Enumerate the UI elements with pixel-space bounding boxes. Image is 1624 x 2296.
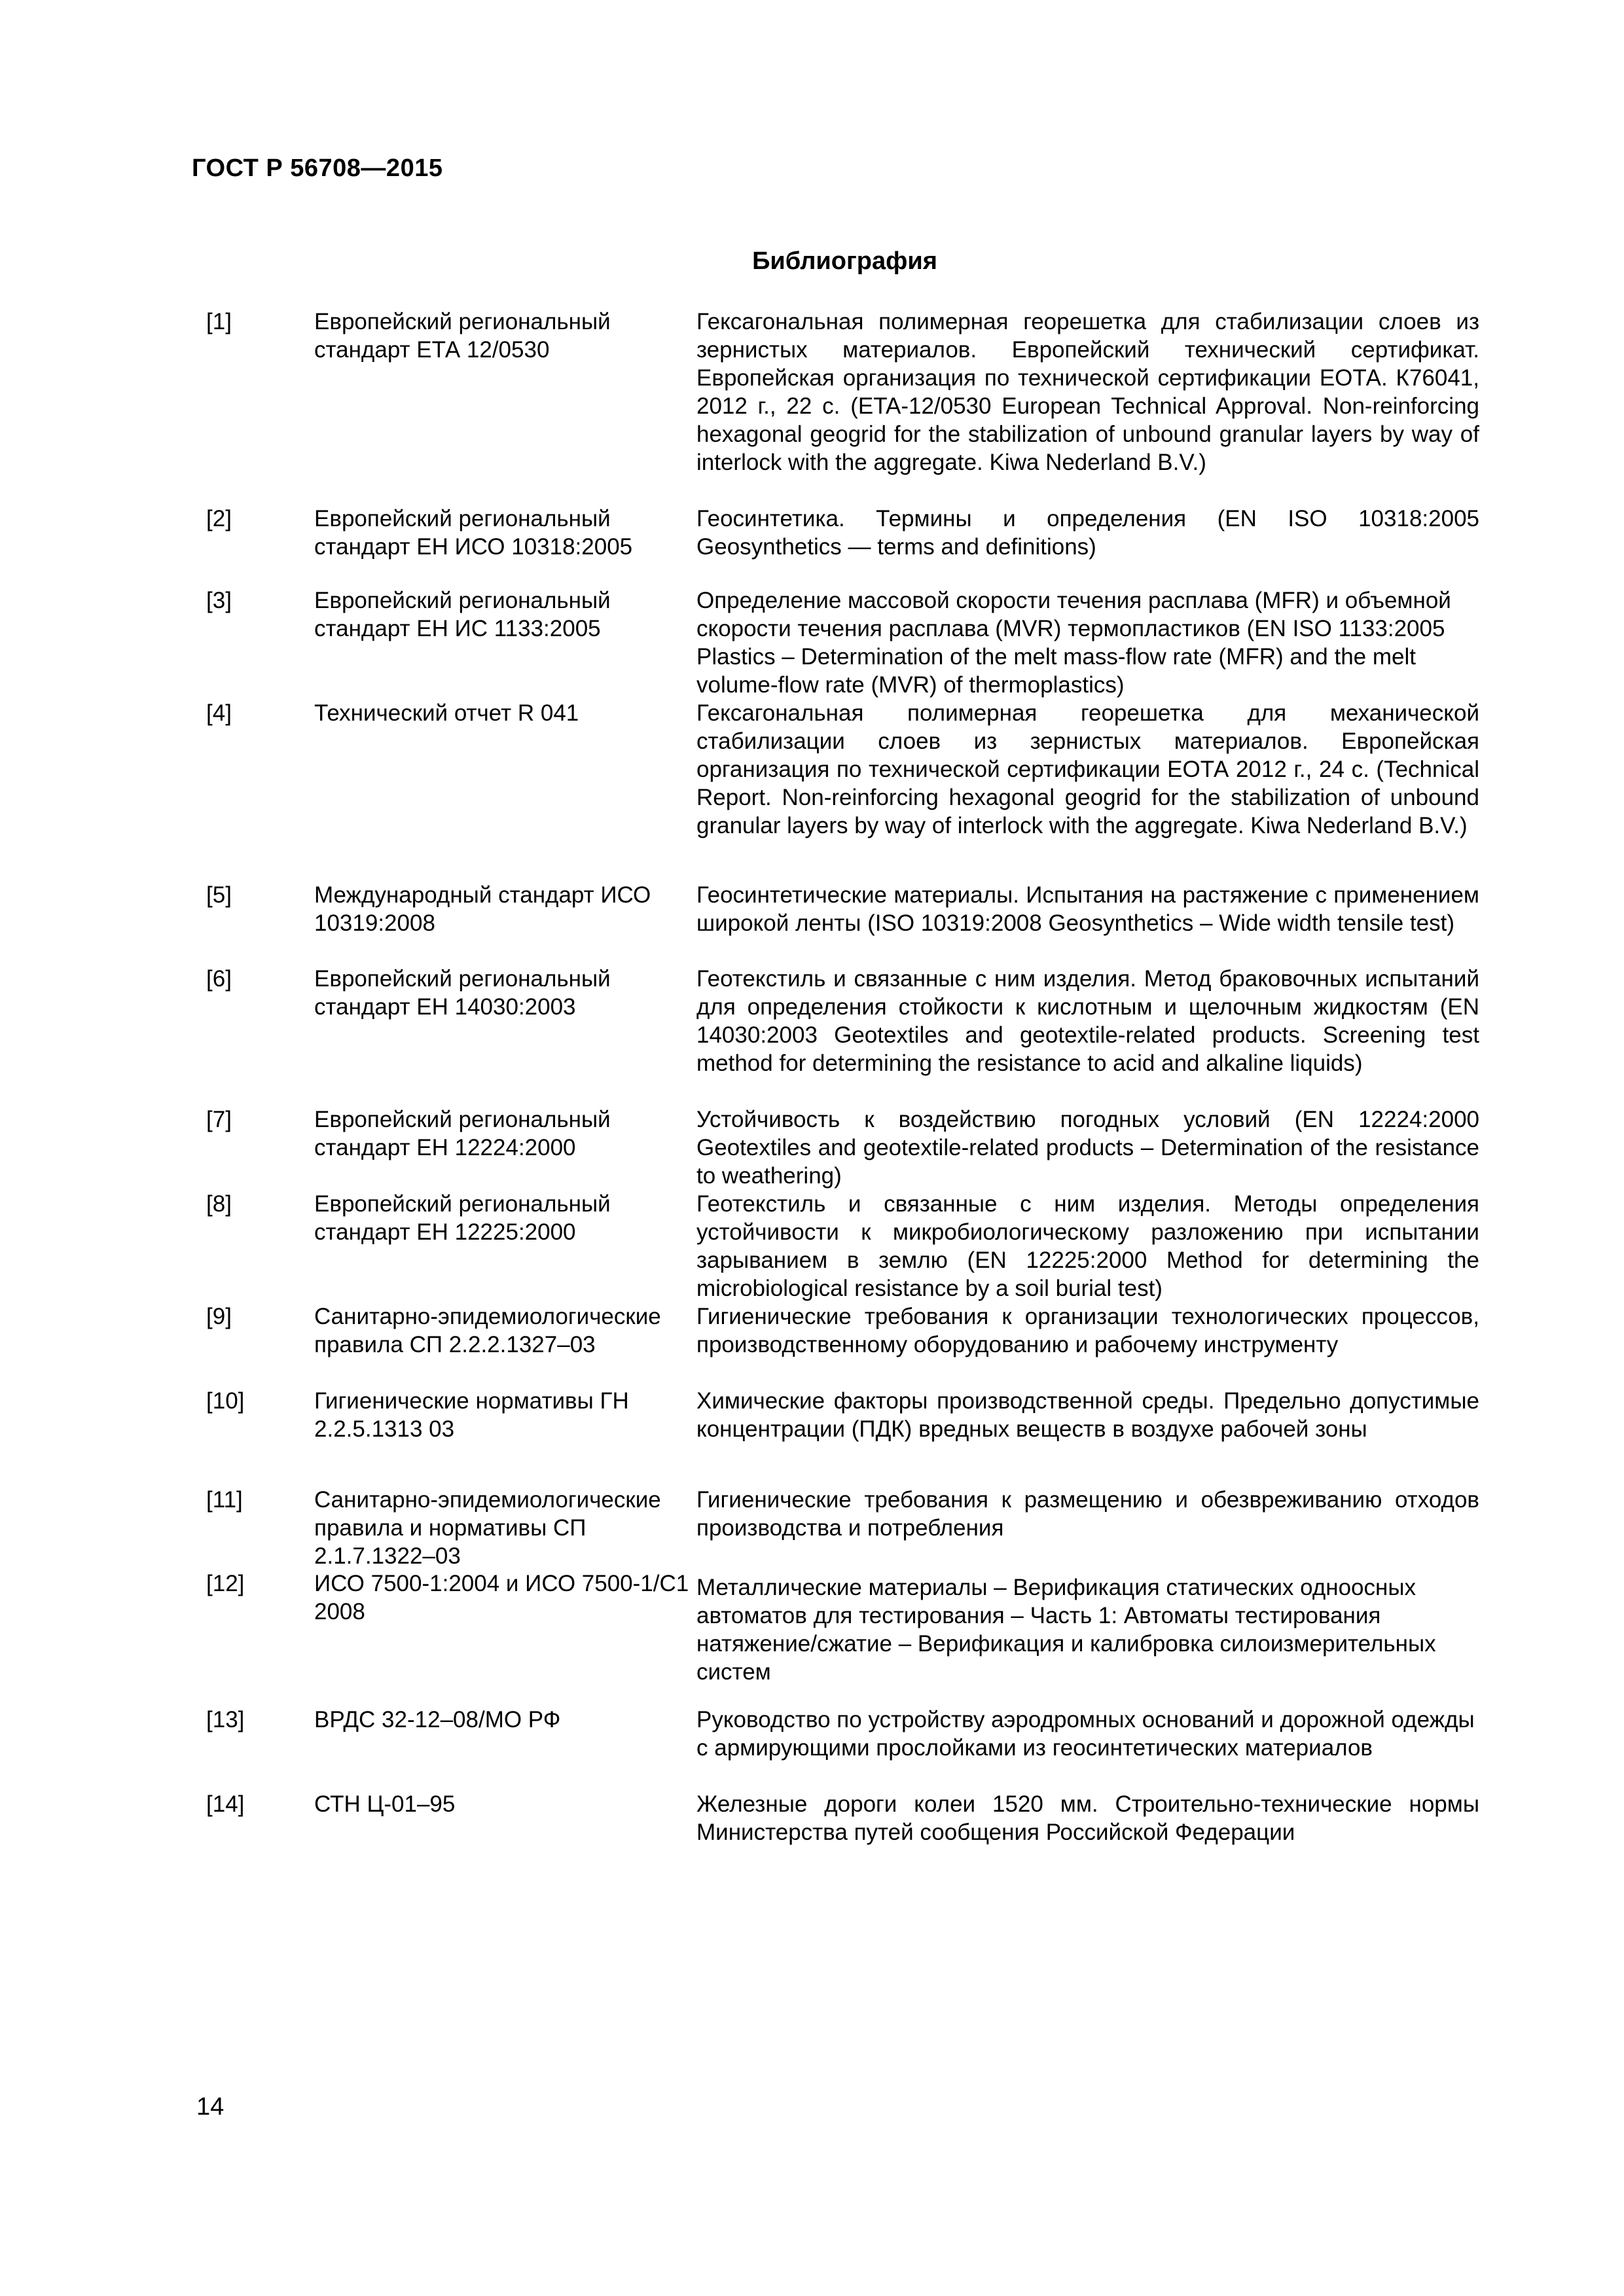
- entry-description: Химические факторы производственной среды. Предельно допустимые концентрации (ПДК) вредных веществ в воздухе рабочей зоны: [696, 1388, 1479, 1442]
- entry-source: Европейский региональный стандарт ЕН 12224:2000: [314, 1107, 611, 1160]
- entry-description: Определение массовой скорости течения расплава (MFR) и объемной скорости течения расплава (MVR) термопластиков (EN ISO 1133:2005 Plastics – Determination of the melt mass-flow rate (MFR) and the melt volume-flow rate (MVR) of thermoplastics): [696, 588, 1451, 698]
- entry-description: Гексагональная полимерная георешетка для механической стабилизации слоев из зернистых материалов. Европейская организация по технической сертификации ЕОТА 2012 г., 24 с. (Technical Report. Non-reinforcing hexagonal geogrid for the stabilization of unbound granular layers by way of interlock with the aggregate. Kiwa Nederland B.V.): [696, 700, 1479, 838]
- entry-source: СТН Ц-01–95: [314, 1791, 456, 1817]
- entry-number: [14]: [206, 1791, 245, 1817]
- entry-description: Гигиенические требования к размещению и обезвреживанию отходов производства и потребления: [696, 1487, 1479, 1541]
- entry-description: Железные дороги колеи 1520 мм. Строительно-технические нормы Министерства путей сообщения Российской Федерации: [696, 1791, 1479, 1845]
- entry-number: [13]: [206, 1707, 245, 1732]
- entry-source: Европейский региональный стандарт ЕН ИС 1133:2005: [314, 588, 611, 641]
- entry-number: [5]: [206, 882, 232, 908]
- entry-number: [3]: [206, 588, 232, 613]
- entry-source: Санитарно-эпидемиологические правила и нормативы СП 2.1.7.1322–03: [314, 1487, 661, 1569]
- entry-number: [9]: [206, 1304, 232, 1329]
- entry-description: Геосинтетика. Термины и определения (EN ISO 10318:2005 Geosynthetics — terms and definitions): [696, 506, 1479, 560]
- entry-source: Гигиенические нормативы ГН 2.2.5.1313 03: [314, 1388, 629, 1442]
- entry-number: [4]: [206, 700, 232, 726]
- entry-number: [2]: [206, 506, 232, 531]
- entry-source: Европейский региональный стандарт ЕН 12225:2000: [314, 1191, 611, 1245]
- entry-description: Геосинтетические материалы. Испытания на растяжение с применением широкой ленты (ISO 10319:2008 Geosynthetics – Wide width tensile test): [696, 882, 1479, 936]
- entry-source: Санитарно-эпидемиологические правила СП 2.2.2.1327–03: [314, 1304, 661, 1357]
- entry-number: [11]: [206, 1487, 243, 1513]
- entry-number: [10]: [206, 1388, 245, 1414]
- document-code: ГОСТ Р 56708—2015: [192, 154, 443, 182]
- section-title: Библиография: [752, 247, 937, 275]
- entry-number: [8]: [206, 1191, 232, 1217]
- entry-source: ИСО 7500-1:2004 и ИСО 7500-1/С1 2008: [314, 1571, 689, 1624]
- entry-source: Международный стандарт ИСО 10319:2008: [314, 882, 651, 936]
- entry-description: Гексагональная полимерная георешетка для стабилизации слоев из зернистых материалов. Европейский технический сертификат. Европейская организация по технической сертификации ЕОТА. К76041, 2012 г., 22 с. (ETA-12/0530 European Technical Approval. Non-reinforcing hexagonal geogrid for the stabilization of unbound granular layers by way of interlock with the aggregate. Kiwa Nederland B.V.): [696, 309, 1479, 475]
- entry-number: [12]: [206, 1571, 245, 1596]
- entry-source: Европейский региональный стандарт ЕН ИСО 10318:2005: [314, 506, 633, 560]
- entry-source: ВРДС 32-12–08/МО РФ: [314, 1707, 561, 1732]
- page-number: 14: [196, 2093, 225, 2121]
- entry-description: Руководство по устройству аэродромных оснований и дорожной одежды с армирующими прослойками из геосинтетических материалов: [696, 1707, 1475, 1761]
- entry-source: Европейский региональный стандарт ЕН 14030:2003: [314, 966, 611, 1020]
- entry-source: Европейский региональный стандарт ЕТА 12/0530: [314, 309, 611, 363]
- entry-number: [6]: [206, 966, 232, 992]
- entry-number: [1]: [206, 309, 232, 334]
- entry-description: Металлические материалы – Верификация статических одноосных автоматов для тестирования – Часть 1: Автоматы тестирования натяжение/сжатие – Верификация и калибровка силоизмерительных систем: [696, 1575, 1436, 1685]
- entry-description: Геотекстиль и связанные с ним изделия. Метод браковочных испытаний для определения стойкости к кислотным и щелочным жидкостям (EN 14030:2003 Geotextiles and geotextile-related products. Screening test method for determining the resistance to acid and alkaline liquids): [696, 966, 1479, 1076]
- entry-number: [7]: [206, 1107, 232, 1132]
- entry-description: Гигиенические требования к организации технологических процессов, производственному оборудованию и рабочему инструменту: [696, 1304, 1479, 1357]
- entry-source: Технический отчет R 041: [314, 700, 579, 726]
- entry-description: Устойчивость к воздействию погодных условий (EN 12224:2000 Geotextiles and geotextile-related products – Determination of the resistance to weathering): [696, 1107, 1479, 1189]
- entry-description: Геотекстиль и связанные с ним изделия. Методы определения устойчивости к микробиологическому разложению при испытании зарыванием в землю (EN 12225:2000 Method for determining the microbiological resistance by a soil burial test): [696, 1191, 1479, 1301]
